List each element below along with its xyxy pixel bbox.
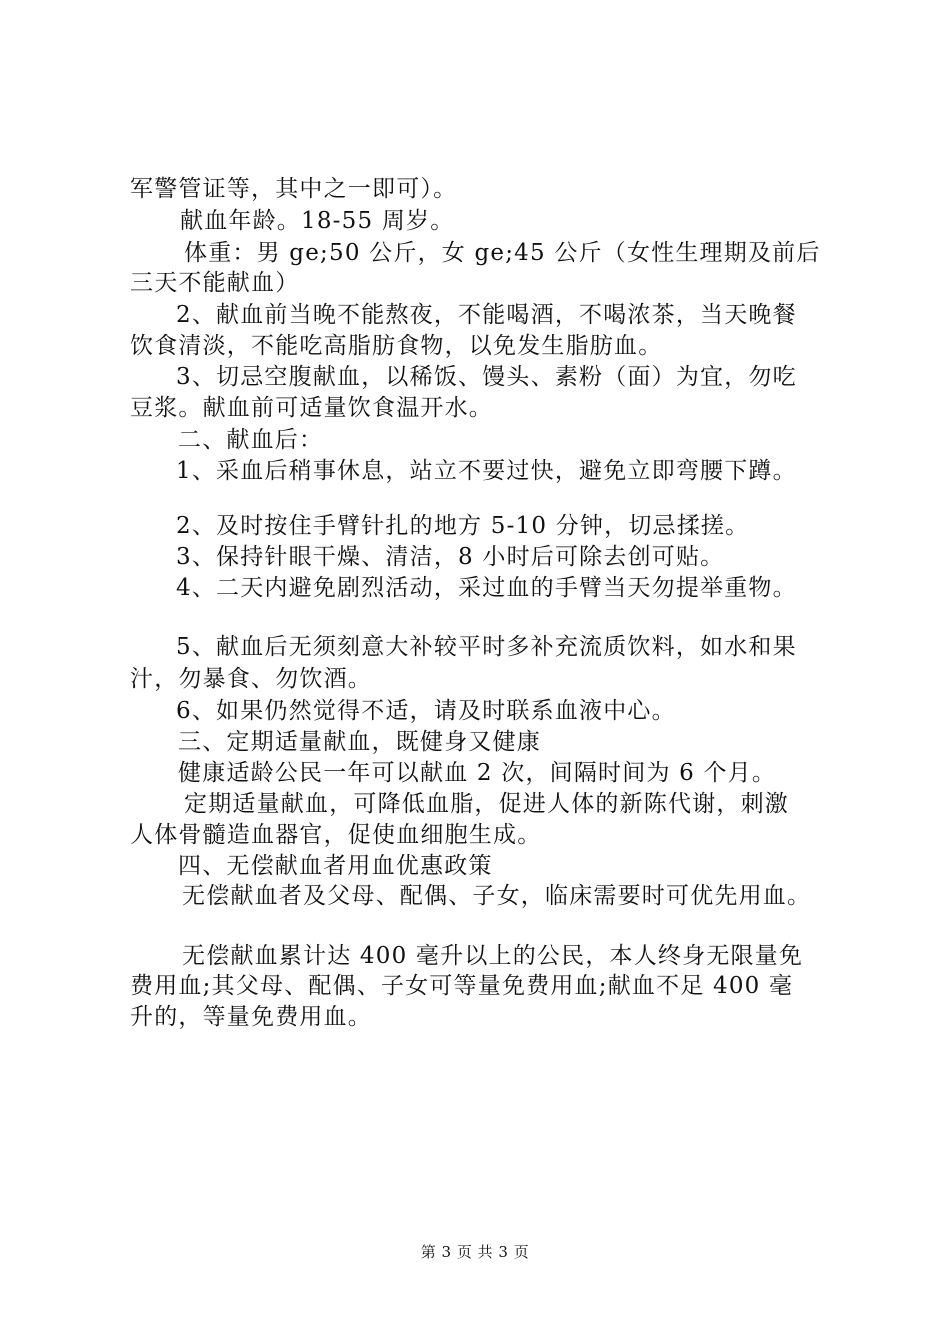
paragraph-line: 军警管证等，其中之一即可）。 [130,176,458,202]
paragraph-line: 3、保持针眼干燥、清洁，8 小时后可除去创可贴。 [176,544,725,570]
paragraph-line: 人体骨髓造血器官，促使血细胞生成。 [130,822,542,848]
section-heading: 三、定期适量献血，既健身又健康 [178,729,541,755]
paragraph-line: 5、献血后无须刻意大补较平时多补充流质饮料，如水和果 [176,634,797,660]
section-heading: 四、无偿献血者用血优惠政策 [178,853,493,879]
page-footer: 第 3 页 共 3 页 [420,1243,530,1261]
paragraph-line: 6、如果仍然觉得不适，请及时联系血液中心。 [176,698,676,724]
paragraph-line: 3、切忌空腹献血，以稀饭、馒头、素粉（面）为宜，勿吃 [176,364,797,390]
paragraph-line: 无偿献血者及父母、配偶、子女，临床需要时可优先用血。 [182,883,812,909]
paragraph-line: 定期适量献血，可降低血脂，促进人体的新陈代谢，刺激 [184,791,789,817]
paragraph-line: 体重：男 ge;50 公斤，女 ge;45 公斤（女性生理期及前后 [184,240,821,266]
paragraph-line: 4、二天内避免剧烈活动，采过血的手臂当天勿提举重物。 [176,575,797,601]
section-heading: 二、献血后： [178,427,324,453]
paragraph-line: 三天不能献血） [130,270,300,296]
paragraph-line: 无偿献血累计达 400 毫升以上的公民，本人终身无限量免 [182,943,804,969]
paragraph-line: 饮食清淡，不能吃高脂肪食物，以免发生脂肪血。 [130,333,663,359]
paragraph-line: 费用血;其父母、配偶、子女可等量免费用血;献血不足 400 毫 [130,973,794,999]
paragraph-line: 1、采血后稍事休息，站立不要过快，避免立即弯腰下蹲。 [176,458,797,484]
paragraph-line: 献血年龄。18-55 周岁。 [180,208,455,234]
paragraph-line: 2、及时按住手臂针扎的地方 5-10 分钟，切忌揉搓。 [176,513,750,539]
paragraph-line: 汁，勿暴食、勿饮酒。 [130,666,372,692]
paragraph-line: 升的，等量免费用血。 [130,1004,372,1030]
paragraph-line: 健康适龄公民一年可以献血 2 次，间隔时间为 6 个月。 [178,760,777,786]
paragraph-line: 2、献血前当晚不能熬夜，不能喝酒，不喝浓茶，当天晚餐 [176,302,797,328]
paragraph-line: 豆浆。献血前可适量饮食温开水。 [130,395,493,421]
